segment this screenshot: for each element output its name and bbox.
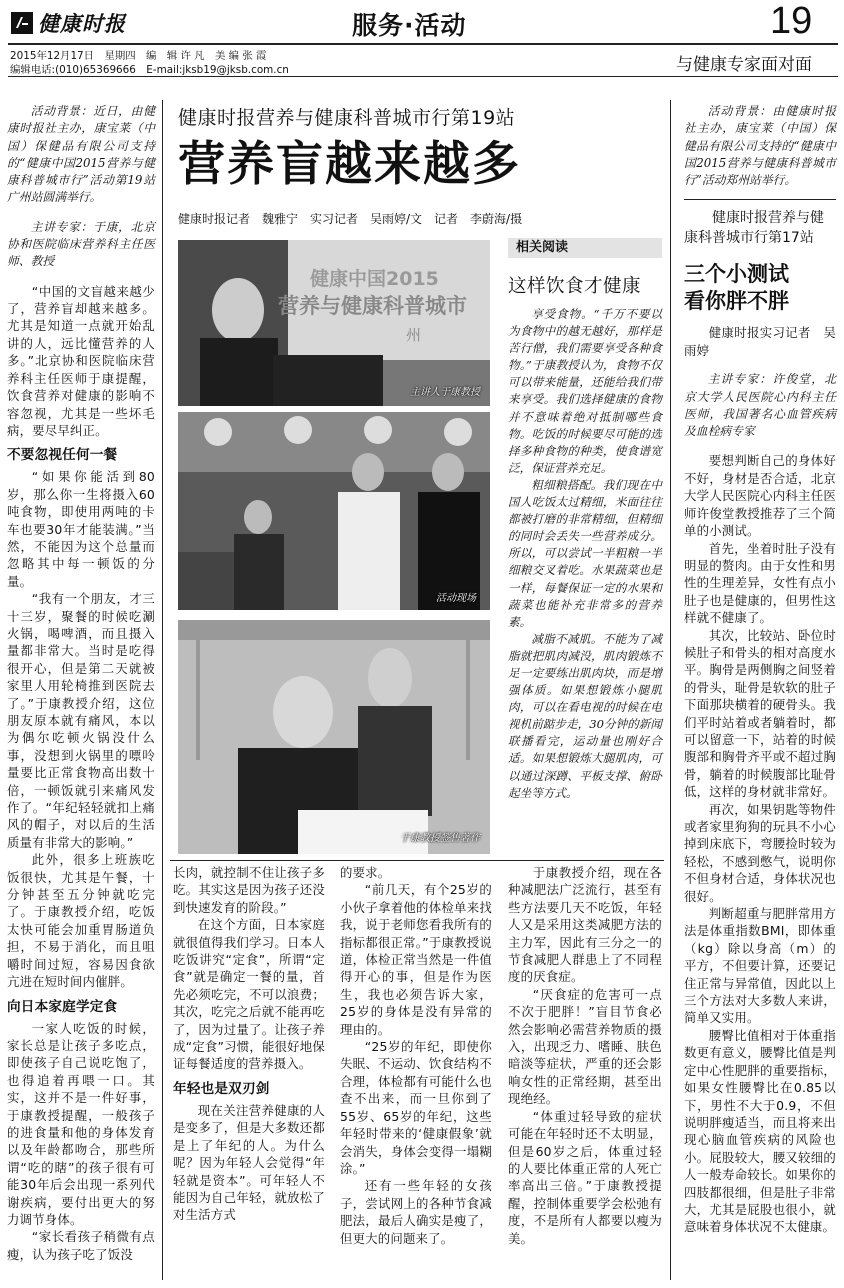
paragraph: 减脂不减肌。不能为了减脂就把肌肉减没，肌肉锻炼不足一定要练出肌肉块，而是增强体质。如果想锻炼小腿肌肉，可以在看电视的时候在电视机前踮步走，30分钟的新闻联播看完，运动量也刚好合适。如果想锻炼大腿肌肉，可以通过深蹲、平板支撑、俯卧起坐等方式。 [508,631,662,800]
photo-caption: 主讲人于康教授 [410,387,480,398]
event-background: 活动背景：近日，由健康时报社主办，康宝莱（中国）保健品有限公司支持的“健康中国2015营养与健康科普城市行”活动第19站广州站圆满举行。 [7,104,155,205]
paragraph: 长肉，就控制不住让孩子多吃。其实这是因为孩子还没到快速发育的阶段。” [173,865,325,915]
right-column [684,103,836,1236]
paragraph: “厌食症的危害可一点不次于肥胖！”盲目节食必然会影响必需营养物质的摄入，出现乏力、嗜睡、肤色暗淡等症状，严重的还会影响女性的正常经期，甚至出现绝经。 [508,986,662,1107]
photo-audience [178,412,490,610]
banner-text: 营养与健康科普城市 [278,294,467,318]
paragraph: 还有一些年轻的女孩子，尝试网上的各种节食减肥法，最后人确实是瘦了，但更大的问题来了。 [340,1178,492,1246]
paragraph: 的要求。 [340,865,391,880]
paragraph: “25岁的年纪，即使你失眠、不运动、饮食结构不合理，体检都有可能什么也查不出来，而一旦你到了55岁、65岁的年纪，这些年轻时带来的‘健康假象’就会消失，身体会变得一塌糊涂。” [340,1039,492,1176]
section-divider [170,860,664,861]
related-body [508,306,662,802]
paragraph: 粗细粮搭配。我们现在中国人吃饭太过精细，米面往往都被打磨的非常精细，但精细的同时会丢失一些营养成分。所以，可以尝试一半粗粮一半细粮交叉着吃。水果蔬菜也是一样，每餐保证一定的水果和蔬菜也能补充非常多的营养素。 [508,477,662,629]
column-name: 与健康专家面对面 [676,55,812,75]
photo-audience-image [178,412,490,610]
paragraph: 腰臀比值相对于体重指数更有意义，腰臀比值是判定中心性肥胖的重要指标，如果女性腰臀比在0.85以下，男性不大于0.9，不但说明胖瘦适当，而且将来出现心脑血管疾病的风险也小。屁股较大，腰又较细的人一般寿命较长。如果你的四肢都很细，但是肚子非常大，尤其是屁股也很小，就意味着身体状况不太健康。 [684,1027,836,1235]
paragraph: “中国的文盲越来越少了，营养盲却越来越多。尤其是知道一点就开始乱讲的人，远比懂营养的人多。”北京协和医院临床营养科主任医师于康提醒，饮食营养对健康的影响不容忽视，尤其是一些坏毛病，要尽早纠正。 [7,283,155,438]
headline-block [178,103,668,227]
paragraph: 其次，比较站、卧位时候肚子和骨头的相对高度水平。胸骨是两侧胸之间竖着的骨头，耻骨是软软的肚子下面那块横着的硬骨头。我们平时站着或者躺着时，都可以留意一下，站着的时候腹部和胸骨齐平或不超过胸骨，躺着的时候腹部比耻骨低，这样的身材就非常好。 [684,627,836,800]
paragraph: 于康教授介绍，现在各种减肥法广泛流行，甚至有些方法要几天不吃饭，年轻人又是采用这类减肥方法的主力军，因此有三分之一的节食减肥人群患上了不同程度的厌食症。 [508,865,662,985]
banner-text: 健康中国2015 [310,268,439,290]
subheading: 向日本家庭学定食 [7,998,118,1015]
paragraph: “体重过轻导致的症状可能在年轻时还不太明显，但是60岁之后，体重过轻的人要比体重正常的人死亡率高出三倍。”于康教授提醒，控制体重要学会松弛有度，不是所有人都要以瘦为美。 [508,1108,662,1246]
subheading: 年轻也是双刃剑 [173,1080,270,1097]
related-title: 这样饮食才健康 [508,276,642,297]
paragraph: “我有一个朋友，才三十三岁，聚餐的时候吃涮火锅，喝啤酒，而且摄入量都非常大。当时是吃得很开心，但是第二天就被家里人用轮椅推到医院去了。”于康教授介绍，这位朋友原本就有痛风，本以为偶尔吃顿火锅没什么事，没想到火锅里的嘌呤量要比正常食物高出数十倍，一顿饭就引来痛风发作了。“年纪轻轻就扣上痛风的帽子，对以后的生活质量有非常大的影响。” [7,591,155,850]
subheading: 不要忽视任何一餐 [7,447,118,464]
speaker-intro: 主讲专家：于康，北京协和医院临床营养科主任医师、教授 [7,219,155,269]
photo-signing-image [178,620,490,854]
right-divider [684,199,836,200]
body-text [7,283,155,1264]
paragraph: “家长看孩子稍微有点瘦，认为孩子吃了饭没 [7,1229,155,1262]
related-label-bar [508,238,662,258]
photo-caption: 于康教授签售著作 [400,833,480,844]
headline-kicker: 健康时报营养与健康科普城市行第19站 [178,107,516,129]
photo-speaker [178,240,490,406]
column-divider [162,100,163,1280]
photo-caption: 活动现场 [436,593,476,604]
right-body [684,452,836,1235]
paragraph: “前几天，有个25岁的小伙子拿着他的体检单来找我，说于老师您看我所有的指标都很正常。”于康教授说道，体检正常当然是一件值得开心的事，但是作为医生，我也必须告诉大家，25岁的身体是没有异常的理由的。 [340,882,492,1037]
photo-signing [178,620,490,854]
paragraph: 享受食物。“千万不要以为食物中的越无越好，那样是苦行僧，我们需要享受各种食物。”于康教授认为，食物不仅可以带来能量，还能给我们带来享受。我们选择健康的食物并不意味着绝对抵制哪些食物。吃饭的时候要尽可能的选择多种食物的种类，使食谱宽泛，保证营养充足。 [508,307,662,475]
paragraph: 要想判断自己的身体好不好，身材是否合适，北京大学人民医院心内科主任医师许俊堂教授推荐了三个简单的小测试。 [684,453,836,539]
paragraph: 在这个方面，日本家庭就很值得我们学习。日本人吃饭讲究“定食”，所谓“定食”就是确定一餐的量，首先必须吃完，不可以浪费；其次，吃完之后就不能再吃了，因为过量了。让孩子养成“定食”习惯，能很好地保证每餐适度的营养摄入。 [173,917,325,1072]
right-title-line: 三个小测试 [684,261,789,287]
date-line: 2015年12月17日 星期四 编 辑 许 凡 美 编 张 霞 [10,50,267,62]
headline-title: 营养盲越来越多 [178,137,521,192]
paragraph: 此外，很多上班族吃饭很快，尤其是午餐，十分钟甚至五分钟就吃完了。于康教授介绍，吃饭太快可能会加重胃肠道负担，不易于消化，而且咀嚼时间过短，容易因食欲亢进在短时间内催胖。 [7,852,155,990]
page-number: 19 [770,0,813,42]
right-title-line: 看你胖不胖 [684,288,789,314]
right-byline: 健康时报实习记者 吴雨婷 [684,325,836,358]
bottom-column-2 [340,864,492,1247]
banner-text: 州 [406,326,422,344]
masthead-logo [10,8,126,38]
paragraph: 首先，坐着时肚子没有明显的赘肉。由于女性和男性的生理差异，女性有点小肚子也是健康的，但男性这样就不健康了。 [684,540,836,626]
paragraph: 再次，如果钥匙等物件或者家里狗狗的玩具不小心掉到床底下，弯腰捡时较为轻松，不感到憋气，说明你不但身材合适，身体状况也很好。 [684,801,836,904]
contact-line: 编辑电话:(010)65369666 E-mail:jksb19@jksb.com.cn [10,64,289,76]
headline-byline: 健康时报记者 魏雅宁 实习记者 吴雨婷/文 记者 李蔚海/摄 [178,212,523,226]
column-divider [670,100,671,1280]
paragraph: 现在关注营养健康的人是变多了，但是大多数还都是上了年纪的人。为什么呢？因为年轻人会觉得“年轻就是资本”。可年轻人不能因为自己年轻，就放松了对生活方式 [173,1102,325,1223]
left-column [7,103,155,1283]
newspaper-logo-icon [10,11,34,35]
logo-text: 健康时报 [38,11,126,36]
paragraph: 一家人吃饭的时候，家长总是让孩子多吃点，即使孩子自己说吃饱了，也得追着再喂一口。其实，这并不是一件好事，于康教授提醒，一般孩子的进食量和他的身体发育以及年龄都吻合，那些所谓“吃的瞎”的孩子很有可能30年后会出现一系列代谢疾病，要付出更大的努力调节身体。 [7,1020,155,1227]
speaker-intro: 主讲专家：许俊堂，北京大学人民医院心内科主任医师，我国著名心血管疾病及血栓病专家 [684,372,836,439]
masthead [0,0,844,80]
paragraph: 判断超重与肥胖常用方法是体重指数BMI，即体重（kg）除以身高（m）的平方，不但要计算，还要记住正常与异常值，因此以上三个方法对大多数人来讲，简单又实用。 [684,906,836,1026]
related-label: 相关阅读 [516,240,569,255]
masthead-rule-bottom [8,76,838,77]
right-title [684,260,836,314]
related-reading [508,238,662,802]
event-background: 活动背景：由健康时报社主办，康宝莱（中国）保健品有限公司支持的“健康中国2015营养与健康科普城市行”活动郑州站举行。 [684,104,836,188]
paragraph: “如果你能活到80岁，那么你一生将摄入60吨食物，即使用两吨的卡车也要30年才能装满。”当然，不能因为这个总量而忽略其中每一顿饭的分量。 [7,469,155,589]
right-kicker: 健康时报营养与健康科普城市行第17站 [684,210,824,247]
bottom-column-3 [508,864,662,1247]
section-title: 服务·活动 [352,11,467,40]
bottom-column-1 [173,864,325,1224]
masthead-rule [8,43,838,45]
